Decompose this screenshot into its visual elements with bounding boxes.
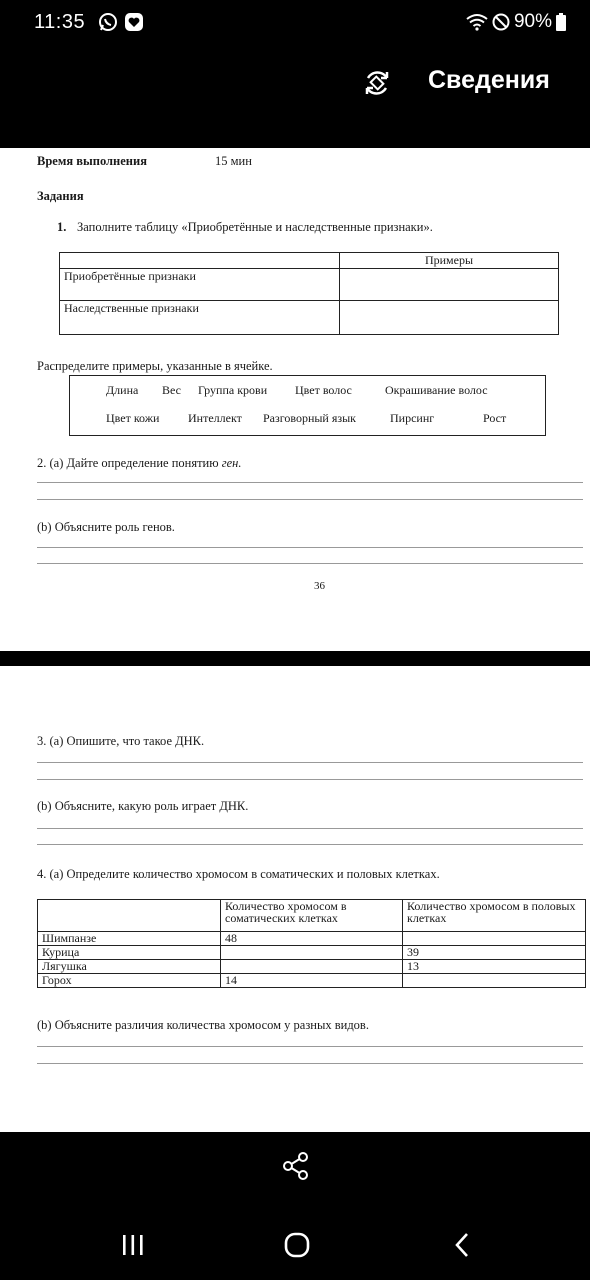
app-bar bbox=[0, 44, 590, 148]
question-2a bbox=[37, 456, 241, 471]
table-row bbox=[38, 974, 586, 988]
answer-line bbox=[37, 547, 583, 548]
chromosome-header-somatic: Количество хромосом в соматических клетках bbox=[221, 900, 403, 932]
share-icon[interactable] bbox=[280, 1150, 312, 1182]
battery-percent: 90% bbox=[513, 11, 552, 32]
traits-row-acquired-label: Приобретённые признаки bbox=[60, 269, 340, 301]
table-row bbox=[60, 269, 559, 301]
species-label: Лягушка bbox=[38, 960, 221, 974]
answer-line bbox=[37, 779, 583, 780]
chromosome-table bbox=[37, 899, 586, 988]
sex-count bbox=[403, 932, 586, 946]
heart-app-icon bbox=[124, 12, 144, 32]
status-bar bbox=[0, 0, 590, 44]
word-item: Группа крови bbox=[198, 383, 268, 397]
time-value: 15 мин bbox=[215, 154, 252, 168]
traits-table bbox=[59, 252, 559, 335]
navigation-bar bbox=[0, 1208, 590, 1280]
traits-row-hereditary-label: Наследственные признаки bbox=[60, 301, 340, 335]
question-4a: 4. (а) Определите количество хромосом в соматических и половых клетках. bbox=[37, 867, 440, 881]
sex-count: 39 bbox=[403, 946, 586, 960]
word-item: Окрашивание волос bbox=[385, 383, 488, 397]
sex-count bbox=[403, 974, 586, 988]
somatic-count: 48 bbox=[221, 932, 403, 946]
word-item: Вес bbox=[162, 383, 181, 397]
rotate-icon[interactable] bbox=[360, 66, 394, 100]
answer-line bbox=[37, 828, 583, 829]
somatic-count bbox=[221, 960, 403, 974]
whatsapp-icon bbox=[98, 12, 118, 32]
table-row bbox=[38, 960, 586, 974]
question-2b: (b) Объясните роль генов. bbox=[37, 520, 175, 534]
question-4b: (b) Объясните различия количества хромосом у разных видов. bbox=[37, 1018, 369, 1032]
word-item: Пирсинг bbox=[390, 411, 435, 425]
question-2a-text: 2. (а) Дайте определение понятию bbox=[37, 456, 219, 470]
app-bar-title: Сведения bbox=[428, 66, 550, 94]
sex-count: 13 bbox=[403, 960, 586, 974]
answer-line bbox=[37, 563, 583, 564]
somatic-count bbox=[221, 946, 403, 960]
battery-icon bbox=[556, 13, 566, 31]
document-page-1 bbox=[0, 148, 590, 651]
page-number: 36 bbox=[314, 580, 325, 592]
answer-line bbox=[37, 499, 583, 500]
back-icon[interactable] bbox=[446, 1230, 480, 1260]
table-row bbox=[38, 946, 586, 960]
answer-line bbox=[37, 1063, 583, 1064]
document-page-2 bbox=[0, 666, 590, 1132]
word-item: Рост bbox=[483, 411, 507, 425]
answer-line bbox=[37, 1046, 583, 1047]
examples-word-box bbox=[69, 375, 546, 436]
answer-line bbox=[37, 482, 583, 483]
question-2a-term: ген. bbox=[221, 456, 242, 470]
status-right bbox=[466, 11, 566, 33]
somatic-count: 14 bbox=[221, 974, 403, 988]
traits-table-corner bbox=[60, 253, 340, 269]
word-item: Длина bbox=[106, 383, 139, 397]
answer-line bbox=[37, 762, 583, 763]
table-row bbox=[38, 932, 586, 946]
traits-row-acquired-cell bbox=[340, 269, 559, 301]
time-label: Время выполнения bbox=[37, 154, 147, 168]
species-label: Курица bbox=[38, 946, 221, 960]
status-time: 11:35 bbox=[34, 11, 86, 33]
species-label: Горох bbox=[38, 974, 221, 988]
traits-table-header-examples: Примеры bbox=[340, 253, 559, 269]
home-icon[interactable] bbox=[280, 1230, 314, 1260]
chromosome-table-corner bbox=[38, 900, 221, 932]
table-row bbox=[60, 301, 559, 335]
share-bar bbox=[0, 1132, 590, 1208]
task1-number: 1. bbox=[57, 220, 67, 234]
word-item: Разговорный язык bbox=[263, 411, 357, 425]
word-item: Цвет кожи bbox=[106, 411, 160, 425]
answer-line bbox=[37, 844, 583, 845]
wifi-icon bbox=[466, 13, 488, 31]
dnd-icon bbox=[492, 13, 510, 31]
recent-apps-icon[interactable] bbox=[116, 1230, 150, 1260]
task1-text: Заполните таблицу «Приобретённые и наследственные признаки». bbox=[77, 220, 433, 234]
tasks-heading: Задания bbox=[37, 189, 84, 203]
chromosome-header-sex: Количество хромосом в половых клетках bbox=[403, 900, 586, 932]
species-label: Шимпанзе bbox=[38, 932, 221, 946]
distribute-instruction: Распределите примеры, указанные в ячейке. bbox=[37, 359, 273, 373]
question-3a: 3. (а) Опишите, что такое ДНК. bbox=[37, 734, 205, 748]
word-item: Интеллект bbox=[188, 411, 242, 425]
word-item: Цвет волос bbox=[295, 383, 352, 397]
question-3b: (b) Объясните, какую роль играет ДНК. bbox=[37, 799, 249, 813]
traits-row-hereditary-cell bbox=[340, 301, 559, 335]
